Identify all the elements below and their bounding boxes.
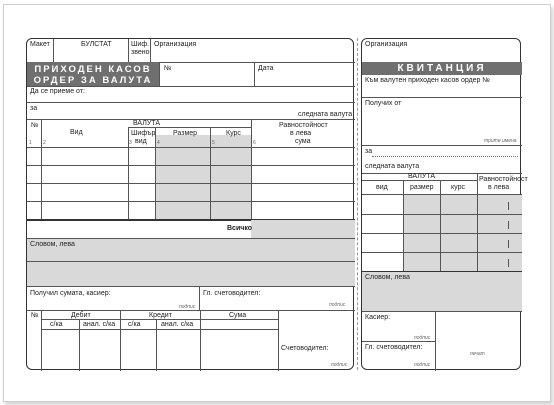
organization-label: Организация <box>154 41 197 48</box>
received-from-label: Получих от <box>365 100 402 107</box>
receipt-vid-header: вид <box>376 184 388 191</box>
receipt-for-label: за <box>365 148 373 155</box>
col-number-2: 2 <box>43 140 46 146</box>
receipt-equivalent-header-2: в лева <box>488 184 510 191</box>
receipt-rate-header: курс <box>451 184 465 191</box>
receipt-currency-header: ВАЛУТА <box>408 173 436 180</box>
vid-short-header: вид <box>135 138 147 145</box>
maket-label: Макет <box>30 41 50 48</box>
cut-line <box>357 38 358 370</box>
receipt-in-words-label: Словом, лева <box>365 274 410 281</box>
bulstat-label: БУЛСТАТ <box>81 41 112 48</box>
sum-header: Сума <box>229 312 247 319</box>
chief-signature-label: подпис <box>329 302 346 308</box>
vid-header: Вид <box>70 129 83 136</box>
credit-sub-account: с/ка <box>128 321 141 328</box>
receive-from-label: Да се приеме от: <box>30 88 85 95</box>
stamp-label: печат <box>470 351 485 357</box>
number-label: № <box>164 65 172 72</box>
cashier-signature-label: подпис <box>179 304 196 310</box>
receipt-chief-accountant-label: Гл. счетоводител: <box>365 344 423 351</box>
receipt-cashier-signature: подпис <box>414 335 431 341</box>
accountant-label: Счетоводител: <box>281 345 329 352</box>
col-number-1: 1 <box>29 140 32 146</box>
to-order-label: Към валутен приходен касов ордер № <box>365 77 490 84</box>
received-cashier-label: Получил сумата, касиер: <box>30 290 111 297</box>
cash-order-form <box>26 38 354 370</box>
acc-no-header: № <box>31 312 39 319</box>
order-title <box>27 62 159 86</box>
shifr-header: Шифър <box>131 130 156 137</box>
receipt-form <box>361 38 528 370</box>
date-label: Дата <box>258 65 274 72</box>
chief-accountant-label: Гл. счетоводител: <box>203 290 261 297</box>
for-label: за <box>30 105 38 112</box>
debit-sub-account: с/ка <box>50 321 63 328</box>
receipt-cashier-label: Касиер: <box>365 314 391 321</box>
col-number-4: 4 <box>157 140 160 146</box>
accountant-signature-label: подпис <box>331 362 348 368</box>
receipt-amount-header: размер <box>410 184 434 191</box>
col-number-5: 5 <box>212 140 215 146</box>
shifr-label: Шиф. <box>131 41 150 48</box>
debit-analytic-account: анал. с/ка <box>83 321 116 328</box>
receipt-equivalent-header-1: Равностойност <box>479 176 528 183</box>
rate-header: Курс <box>226 130 241 137</box>
receipt-title: КВИТАНЦИЯ <box>362 62 522 75</box>
order-title-line2: ОРДЕР ЗА ВАЛУТА <box>33 75 153 86</box>
order-title-line1: ПРИХОДЕН КАСОВ <box>34 64 152 75</box>
credit-analytic-account: анал. с/ка <box>161 321 194 328</box>
no-header: № <box>31 122 39 129</box>
equivalent-header-1: Равностойност <box>279 122 328 129</box>
credit-header: Кредит <box>149 312 172 319</box>
equivalent-header-3: сума <box>295 138 311 145</box>
receipt-following-currency: следната валута <box>365 163 420 170</box>
in-words-label: Словом, лева <box>30 241 75 248</box>
total-label: Всичко <box>227 225 253 232</box>
currency-header: ВАЛУТА <box>133 120 161 127</box>
zveno-label: звено <box>131 49 150 56</box>
three-names-label: трите имена <box>484 138 517 144</box>
receipt-organization-label: Организация <box>365 41 408 48</box>
equivalent-header-2: в лева <box>290 130 312 137</box>
following-currency-label: следната валута <box>298 111 353 118</box>
receipt-chief-signature: подпис <box>414 362 431 368</box>
col-number-3: 3 <box>129 140 132 146</box>
amount-header: Размер <box>173 130 198 137</box>
col-number-6: 6 <box>253 140 256 146</box>
debit-header: Дебит <box>71 312 91 319</box>
